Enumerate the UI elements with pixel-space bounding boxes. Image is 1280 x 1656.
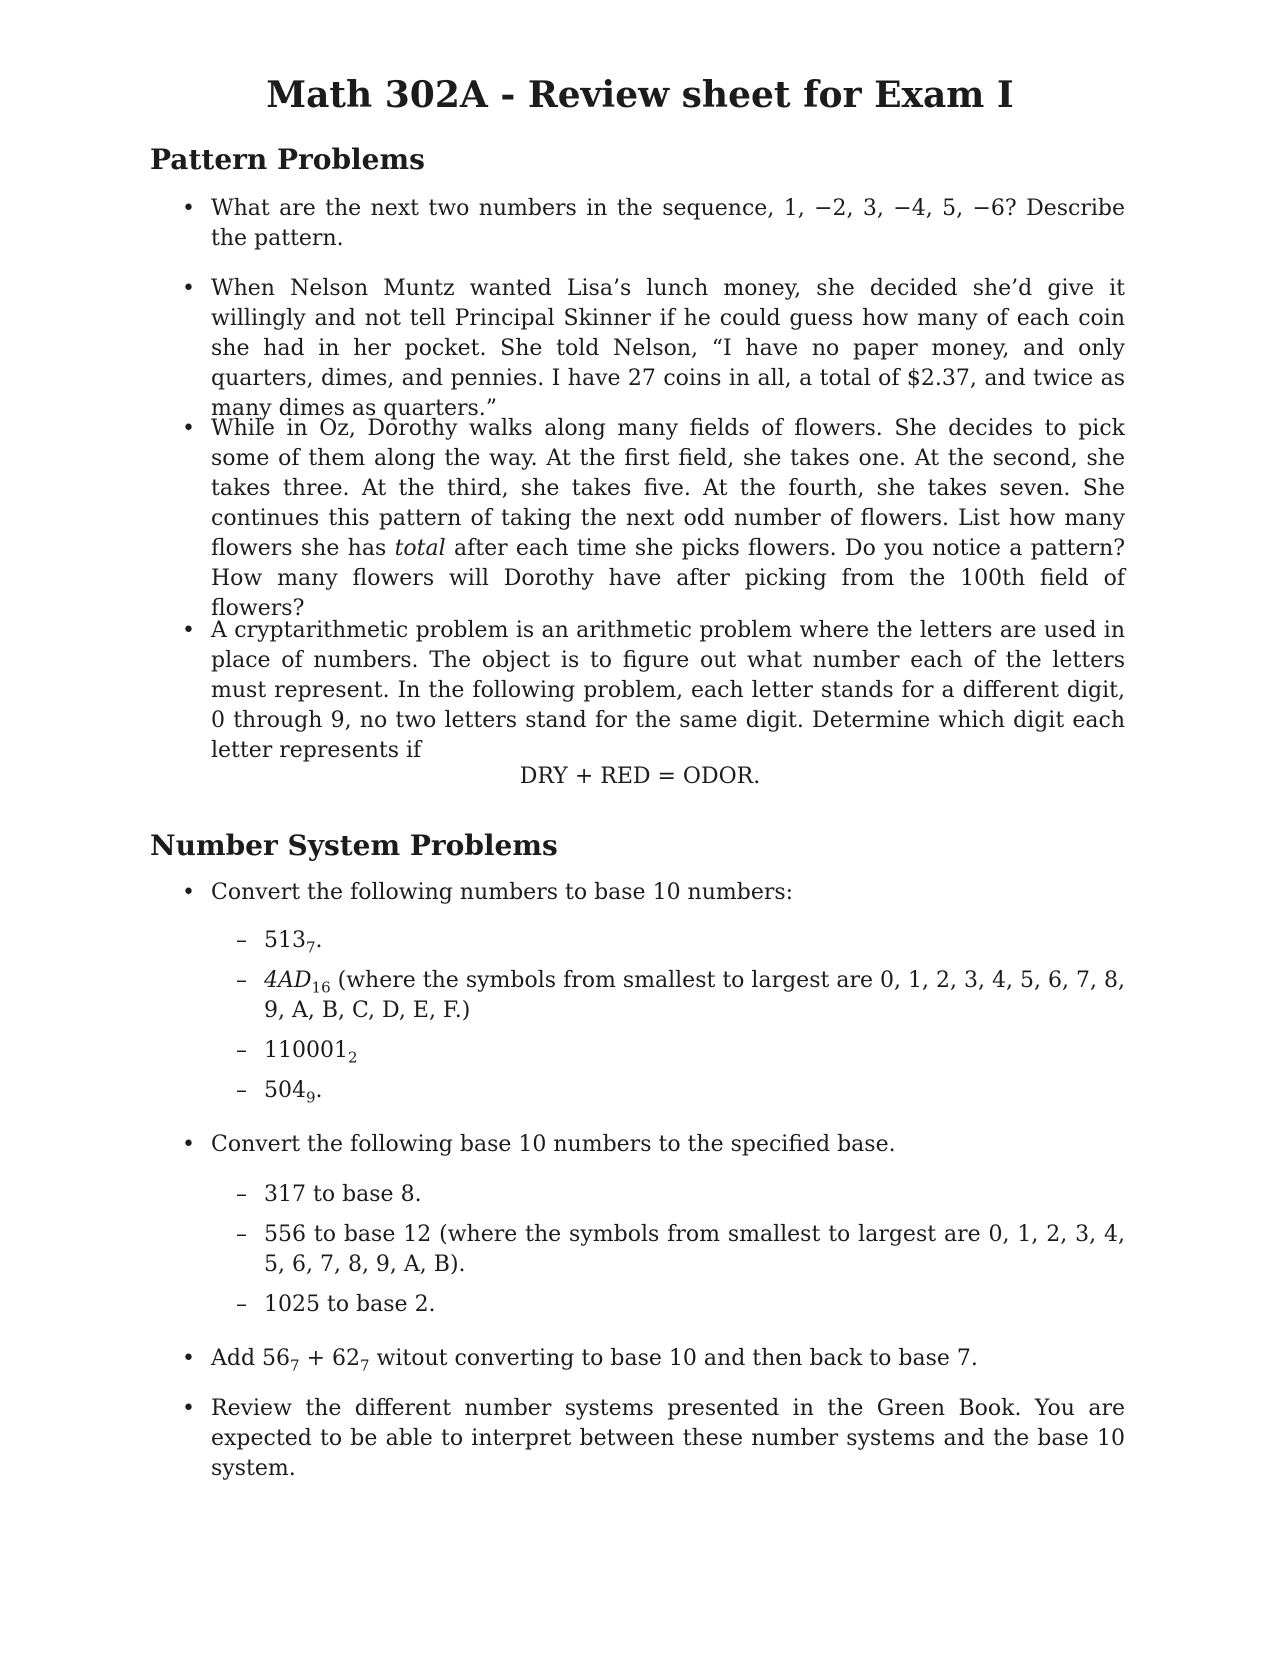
subitem-to-base8: 317 to base 8. — [264, 1182, 422, 1207]
problem-add-base7 — [211, 1344, 1125, 1374]
bullet-icon: • — [182, 618, 195, 643]
problem-sequence: What are the next two numbers in the sequence, 1, −2, 3, −4, 5, −6? Describe the pattern. — [211, 196, 1125, 251]
number-value: 513 — [264, 928, 306, 953]
subitem-base16 — [264, 966, 1125, 1026]
dash-icon: – — [236, 1182, 247, 1207]
base-subscript: 2 — [347, 1048, 358, 1067]
dash-icon: – — [236, 1292, 247, 1317]
problem-number-systems-review: Review the different number systems presented in the Green Book. You are expected to be able to interpret between these number systems and the base 10 system. — [211, 1396, 1125, 1481]
base-subscript: 9 — [306, 1088, 316, 1107]
problem-coins: When Nelson Muntz wanted Lisa’s lunch money, she decided she’d give it willingly and not tell Principal Skinner if he could guess how many of each coin she had in her pocket. She told Nelson, “I have no paper money, and only quarters, dimes, and pennies. I have 27 coins in all, a total of $2.37, and twice as many dimes as quarters.” — [211, 276, 1125, 421]
problem-cryptarithmetic: A cryptarithmetic problem is an arithmetic problem where the letters are used in place of numbers. The object is to figure out what number each of the letters must represent. In the following problem, each letter stands for a different digit, 0 through 9, no two letters stand for the same digit. Determine which digit each letter represents if — [211, 618, 1125, 763]
problem-flowers — [211, 414, 1125, 624]
problem-flowers-emphasis: total — [394, 536, 446, 561]
subitem-base2 — [264, 1036, 1125, 1066]
add-prefix: Add 56 — [211, 1346, 291, 1371]
number-value: 110001 — [264, 1038, 348, 1063]
dash-icon: – — [236, 1222, 247, 1247]
subitem-suffix: . — [315, 928, 323, 953]
number-value: 4AD — [264, 968, 312, 993]
base-subscript: 7 — [306, 938, 316, 957]
subitem-base9 — [264, 1076, 1125, 1106]
cryptarithmetic-equation: DRY + RED = ODOR. — [519, 764, 761, 789]
add-plus: + 62 — [299, 1346, 361, 1371]
bullet-icon: • — [182, 1396, 195, 1421]
problem-convert-from-base-10: Convert the following base 10 numbers to the specified base. — [211, 1132, 896, 1157]
section-heading-number-system-problems: Number System Problems — [150, 829, 558, 862]
dash-icon: – — [236, 1038, 247, 1063]
bullet-icon: • — [182, 1132, 195, 1157]
add-suffix: witout converting to base 10 and then back to base 7. — [369, 1346, 978, 1371]
problem-flowers-text-before: While in Oz, Dorothy walks along many fields of flowers. She decides to pick some of them along the way. At the first field, she takes one. At the second, she takes three. At the third, she takes five. At the fourth, she takes seven. She continues this pattern of taking the next odd number of flowers. List how many flowers she has — [211, 416, 1125, 561]
bullet-icon: • — [182, 196, 195, 221]
bullet-icon: • — [182, 416, 195, 441]
problem-flowers-text-after: after each time she picks flowers. Do you notice a pattern? How many flowers will Dorothy have after picking from the 100th field of flowers? — [211, 536, 1125, 621]
subitem-suffix: . — [315, 1078, 323, 1103]
bullet-icon: • — [182, 1346, 195, 1371]
subitem-suffix: (where the symbols from smallest to largest are 0, 1, 2, 3, 4, 5, 6, 7, 8, 9, A, B, C, D, E, F.) — [264, 968, 1125, 1023]
dash-icon: – — [236, 968, 247, 993]
subitem-to-base2: 1025 to base 2. — [264, 1292, 436, 1317]
bullet-icon: • — [182, 880, 195, 905]
dash-icon: – — [236, 1078, 247, 1103]
subitem-base7 — [264, 926, 1125, 956]
dash-icon: – — [236, 928, 247, 953]
bullet-icon: • — [182, 276, 195, 301]
problem-convert-to-base-10: Convert the following numbers to base 10 numbers: — [211, 880, 794, 905]
subitem-to-base12: 556 to base 12 (where the symbols from smallest to largest are 0, 1, 2, 3, 4, 5, 6, 7, 8, 9, A, B). — [264, 1222, 1125, 1277]
base-subscript: 16 — [311, 978, 331, 997]
number-value: 504 — [264, 1078, 306, 1103]
base-subscript: 7 — [360, 1356, 370, 1375]
section-heading-pattern-problems: Pattern Problems — [150, 143, 425, 176]
page-title: Math 302A - Review sheet for Exam I — [266, 74, 1014, 116]
base-subscript: 7 — [290, 1356, 300, 1375]
